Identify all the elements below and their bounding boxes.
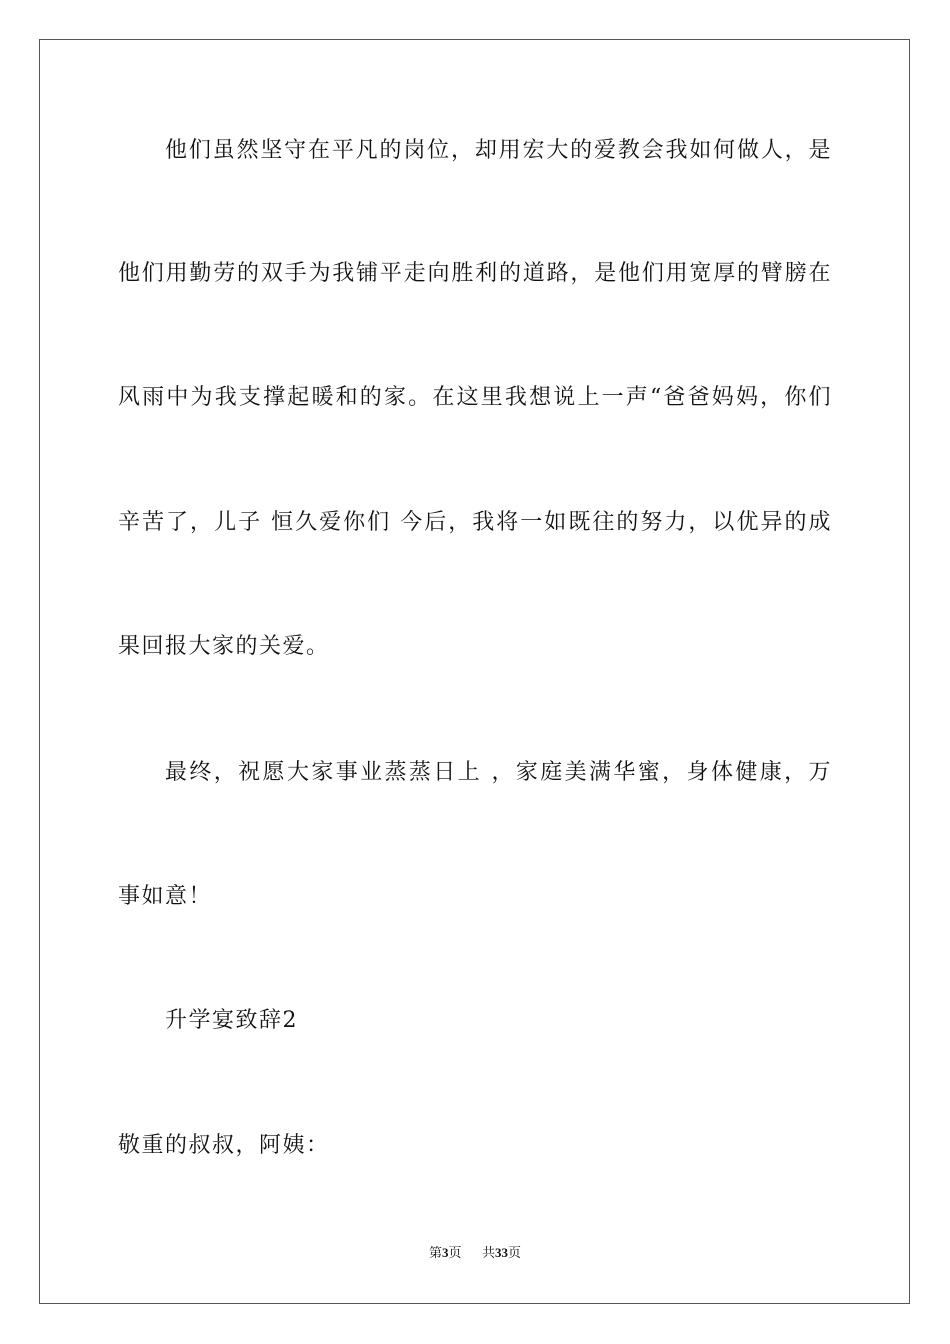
page-footer xyxy=(0,1244,950,1262)
paragraph-line-7: 事如意！ xyxy=(118,884,213,909)
paragraph-line-3: 风雨中为我支撑起暖和的家。在这里我想说上一声“爸爸妈妈，你们 xyxy=(118,385,832,410)
footer-page-suffix: 页 xyxy=(448,1245,462,1260)
footer-total-suffix: 页 xyxy=(508,1245,522,1260)
paragraph-line-5: 果回报大家的关爱。 xyxy=(118,634,330,659)
paragraph-line-6: 最终，祝愿大家事业蒸蒸日上 ，家庭美满华蜜，身体健康，万 xyxy=(165,760,832,785)
section-heading: 升学宴致辞2 xyxy=(165,1008,298,1033)
footer-total-prefix: 共 xyxy=(482,1245,496,1260)
footer-total-number: 33 xyxy=(495,1245,509,1260)
paragraph-line-1: 他们虽然坚守在平凡的岗位，却用宏大的爱教会我如何做人，是 xyxy=(165,138,832,163)
footer-page-number: 3 xyxy=(441,1245,449,1260)
page-border xyxy=(39,39,910,1304)
paragraph-line-2: 他们用勤劳的双手为我铺平走向胜利的道路，是他们用宽厚的臂膀在 xyxy=(118,261,832,286)
paragraph-line-4: 辛苦了，儿子 恒久爱你们 今后，我将一如既往的努力，以优异的成 xyxy=(118,510,832,535)
salutation-line: 敬重的叔叔，阿姨： xyxy=(118,1133,330,1158)
footer-page-prefix: 第 xyxy=(428,1245,442,1260)
